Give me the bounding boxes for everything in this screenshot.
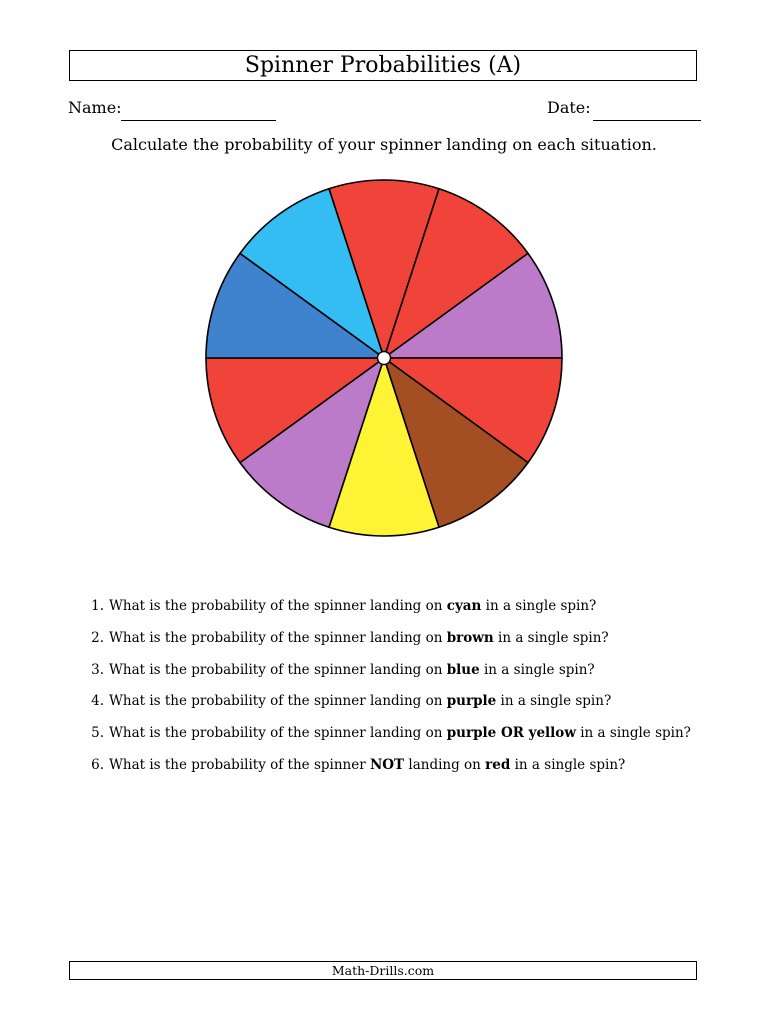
question-keyword: NOT: [369, 756, 405, 773]
question-text: What is the probability of the spinner landing on purple in a single spin?: [109, 693, 612, 710]
question-keyword: red: [485, 756, 511, 773]
question-list: [84, 598, 724, 789]
question-item: [84, 693, 724, 725]
question-number: 1.: [91, 598, 104, 614]
question-keyword: purple: [446, 693, 497, 710]
question-keyword: cyan: [446, 598, 482, 614]
question-number: 4.: [91, 693, 104, 710]
spinner-hub: [378, 352, 391, 365]
question-text: What is the probability of the spinner landing on purple OR yellow in a single spin?: [109, 725, 691, 742]
question-item: [84, 725, 724, 757]
question-item: [84, 598, 724, 630]
question-text: What is the probability of the spinner landing on blue in a single spin?: [109, 661, 595, 678]
question-number: 3.: [91, 661, 104, 678]
footer: Math-Drills.com: [69, 961, 697, 980]
question-text: What is the probability of the spinner landing on cyan in a single spin?: [109, 598, 597, 614]
question-item: [84, 757, 724, 789]
question-number: 5.: [91, 725, 104, 742]
instructions: Calculate the probability of your spinner landing on each situation.: [111, 135, 657, 154]
question-keyword: purple OR yellow: [446, 725, 576, 742]
question-keyword: brown: [446, 629, 494, 646]
question-text: What is the probability of the spinner landing on brown in a single spin?: [109, 629, 609, 646]
question-item: [84, 662, 724, 694]
question-item: [84, 630, 724, 662]
question-keyword: blue: [446, 661, 480, 678]
question-number: 2.: [91, 629, 104, 646]
worksheet-title: Spinner Probabilities (A): [69, 50, 697, 81]
question-text: What is the probability of the spinner NOT landing on red in a single spin?: [109, 756, 626, 773]
name-label: Name:: [68, 98, 122, 117]
question-number: 6.: [91, 756, 104, 773]
date-label: Date:: [547, 98, 591, 117]
